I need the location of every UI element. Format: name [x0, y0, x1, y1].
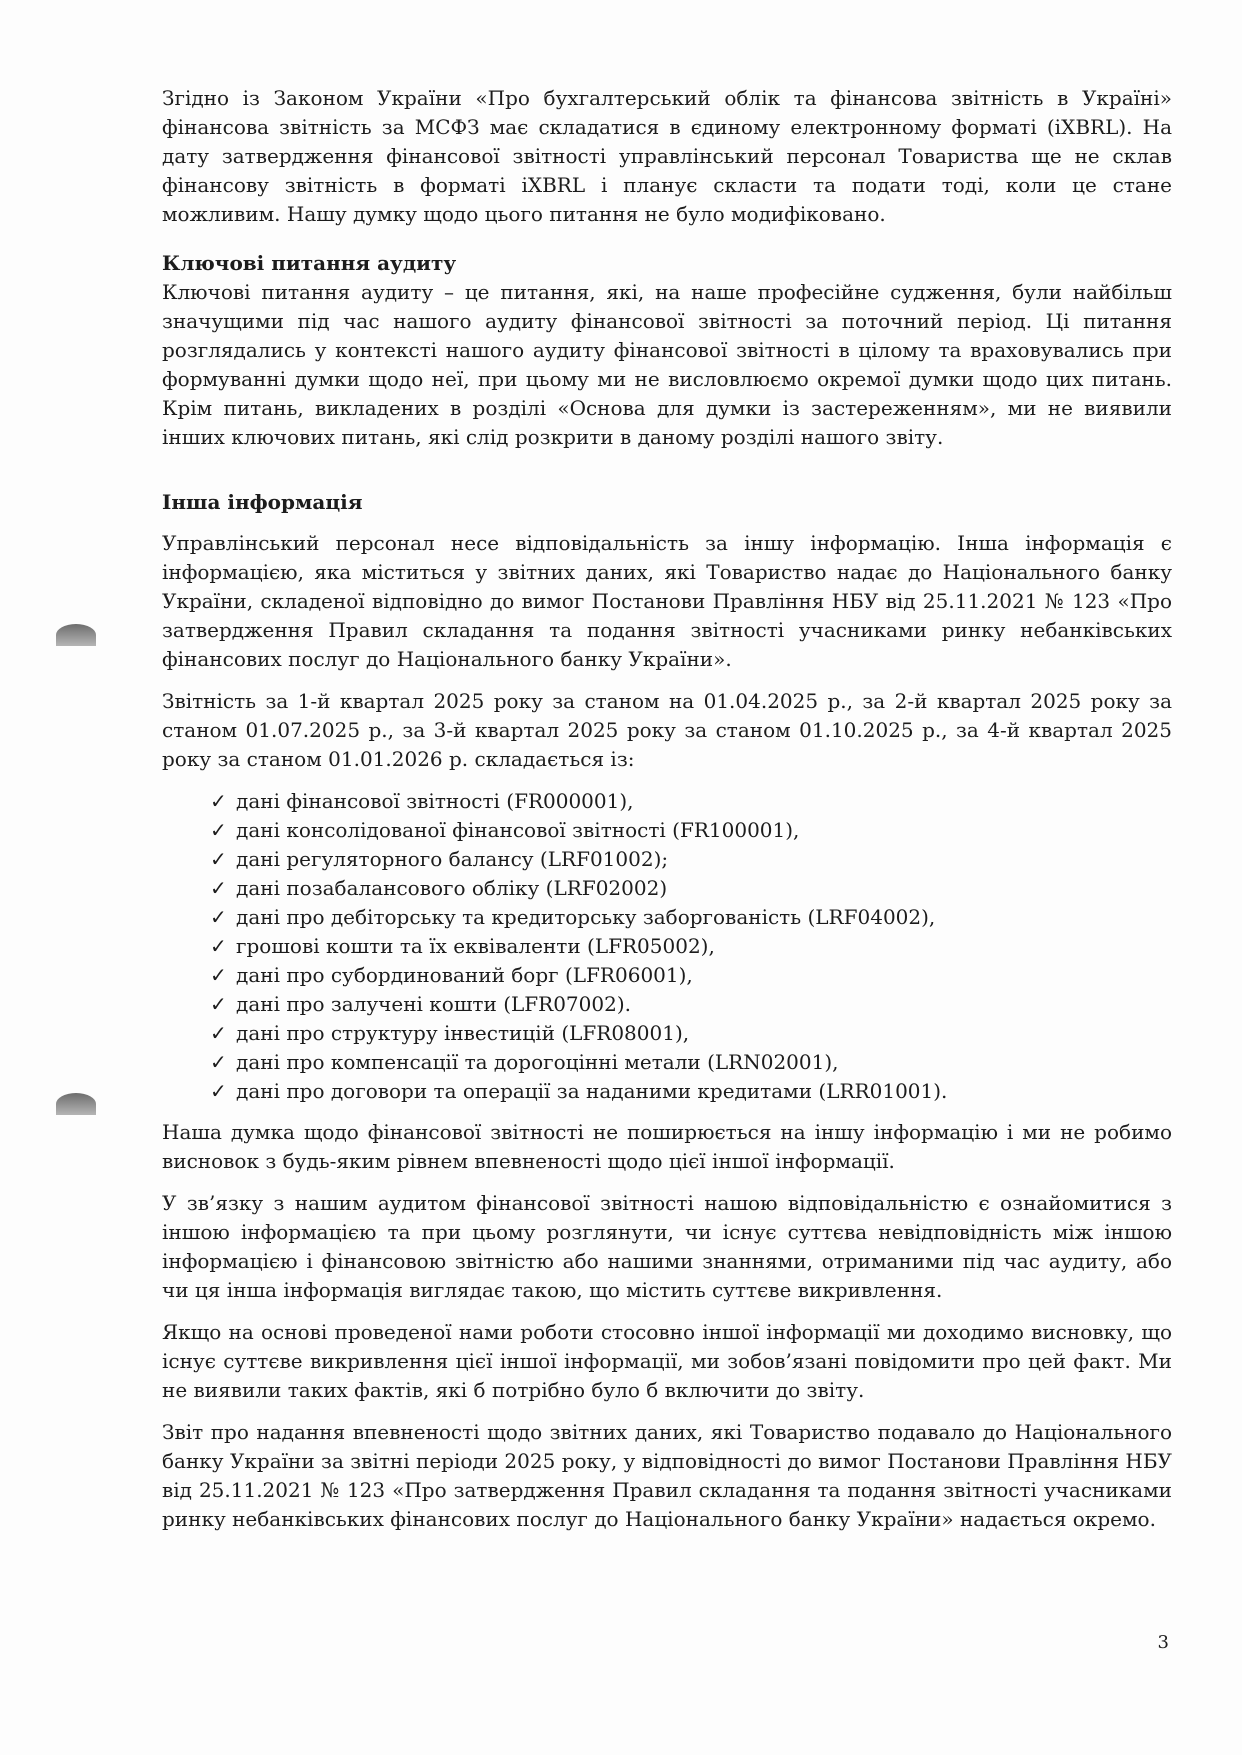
responsibility-paragraph: У зв’язку з нашим аудитом фінансової звітності нашою відповідальністю є ознайомитися з іншою інформацією та при цьому розглянути, чи існує суттєва невідповідність між іншою інформацією і фінансовою звітністю або нашими знаннями, отриманими під час аудиту, або чи ця інша інформація виглядає такою, що містить суттєве викривлення. [162, 1191, 1172, 1302]
list-item-text: дані про дебіторську та кредиторську заборгованість (LRF04002), [236, 905, 936, 929]
page-number: 3 [1157, 1632, 1169, 1653]
list-item [210, 990, 1172, 1019]
other-information-heading: Інша інформація [162, 490, 363, 514]
list-item-text: дані про договори та операції за наданими кредитами (LRR01001). [236, 1079, 948, 1103]
reporting-periods-paragraph: Звітність за 1-й квартал 2025 року за станом на 01.04.2025 р., за 2-й квартал 2025 року за станом 01.07.2025 р., за 3-й квартал 2025 року за станом 01.10.2025 р., за 4-й квартал 2025 року за станом 01.01.2026 р. складається із: [162, 689, 1172, 771]
checkmark-icon: ✓ [210, 1079, 227, 1103]
list-item [210, 1048, 1172, 1077]
list-item [210, 932, 1172, 961]
list-item [210, 787, 1172, 816]
punch-hole-mark [56, 1093, 96, 1115]
checkmark-icon: ✓ [210, 1021, 227, 1045]
list-item-text: дані консолідованої фінансової звітності (FR100001), [236, 818, 800, 842]
checkmark-icon: ✓ [210, 905, 227, 929]
key-audit-matters-paragraph: Ключові питання аудиту – це питання, які, на наше професійне судження, були найбільш значущими під час нашого аудиту фінансової звітності за поточний період. Ці питання розглядались у контексті нашого аудиту фінансової звітності в цілому та враховувались при формуванні думки щодо неї, при цьому ми не висловлюємо окремої думки щодо цих питань. Крім питань, викладених в розділі «Основа для думки із застереженням», ми не виявили інших ключових питань, які слід розкрити в даному розділі нашого звіту. [162, 280, 1172, 449]
checkmark-icon: ✓ [210, 847, 227, 871]
checkmark-icon: ✓ [210, 1050, 227, 1074]
list-item-text: дані про структуру інвестицій (LFR08001), [236, 1021, 690, 1045]
document-body [162, 84, 1172, 1547]
list-item-text: грошові кошти та їх еквіваленти (LFR05002), [236, 934, 715, 958]
list-item [210, 874, 1172, 903]
checkmark-icon: ✓ [210, 934, 227, 958]
misstatement-paragraph: Якщо на основі проведеної нами роботи стосовно іншої інформації ми доходимо висновку, що існує суттєве викривлення цієї іншої інформації, ми зобов’язані повідомити про цей факт. Ми не виявили таких фактів, які б потрібно було б включити до звіту. [162, 1320, 1172, 1402]
list-item-text: дані регуляторного балансу (LRF01002); [236, 847, 669, 871]
assurance-report-paragraph: Звіт про надання впевненості щодо звітних даних, які Товариство подавало до Національного банку України за звітні періоди 2025 року, у відповідності до вимог Постанови Правління НБУ від 25.11.2021 № 123 «Про затвердження Правил складання та подання звітності учасниками ринку небанківських фінансових послуг до Національного банку України» надається окремо. [162, 1420, 1172, 1531]
checkmark-icon: ✓ [210, 876, 227, 900]
list-item-text: дані фінансової звітності (FR000001), [236, 789, 634, 813]
list-item [210, 816, 1172, 845]
list-item-text: дані про компенсації та дорогоцінні метали (LRN02001), [236, 1050, 839, 1074]
list-item [210, 961, 1172, 990]
checkmark-icon: ✓ [210, 818, 227, 842]
list-item [210, 845, 1172, 874]
list-item-text: дані позабалансового обліку (LRF02002) [236, 876, 668, 900]
checkmark-icon: ✓ [210, 789, 227, 813]
list-item-text: дані про залучені кошти (LFR07002). [236, 992, 631, 1016]
reporting-data-list [162, 787, 1172, 1106]
list-item [210, 1077, 1172, 1106]
checkmark-icon: ✓ [210, 992, 227, 1016]
opinion-scope-paragraph: Наша думка щодо фінансової звітності не поширюється на іншу інформацію і ми не робимо висновок з будь-яким рівнем впевненості щодо цієї іншої інформації. [162, 1120, 1172, 1173]
list-item [210, 1019, 1172, 1048]
checkmark-icon: ✓ [210, 963, 227, 987]
list-item-text: дані про субординований борг (LFR06001), [236, 963, 693, 987]
list-item [210, 903, 1172, 932]
key-audit-matters-heading: Ключові питання аудиту [162, 251, 457, 275]
punch-hole-mark [56, 624, 96, 646]
other-information-paragraph: Управлінський персонал несе відповідальність за іншу інформацію. Інша інформація є інформацією, яка міститься у звітних даних, які Товариство надає до Національного банку України, складеної відповідно до вимог Постанови Правління НБУ від 25.11.2021 № 123 «Про затвердження Правил складання та подання звітності учасниками ринку небанківських фінансових послуг до Національного банку України». [162, 531, 1172, 671]
intro-paragraph: Згідно із Законом України «Про бухгалтерський облік та фінансова звітність в Україні» фінансова звітність за МСФЗ має складатися в єдиному електронному форматі (iXBRL). На дату затвердження фінансової звітності управлінський персонал Товариства ще не склав фінансову звітність в форматі iXBRL і планує скласти та подати тоді, коли це стане можливим. Нашу думку щодо цього питання не було модифіковано. [162, 86, 1172, 226]
